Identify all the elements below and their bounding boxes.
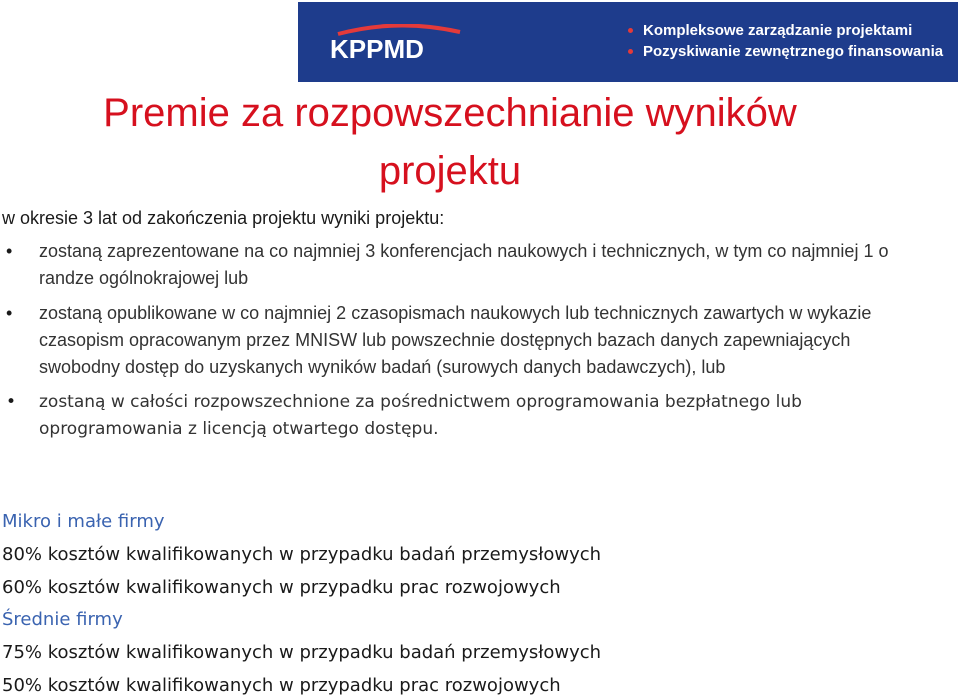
header-banner: [298, 2, 958, 82]
bullet-item: • zostaną w całości rozpowszechnione za pośrednictwem oprogramowania bezpłatnego lub oprogramowania z licencją otwartego dostępu.: [0, 389, 920, 443]
tagline-text: Kompleksowe zarządzanie projektami: [643, 22, 913, 39]
tagline-text: Pozyskiwanie zewnętrznego finansowania: [643, 43, 944, 60]
micro-section: [2, 508, 601, 601]
tagline: [628, 41, 943, 62]
title-line-2: projektu: [378, 149, 522, 193]
tagline: [628, 20, 943, 41]
medium-row: 75% kosztów kwalifikowanych w przypadku badań przemysłowych: [2, 642, 602, 663]
title-line-1: Premie za rozpowszechnianie wyników: [103, 91, 797, 135]
bullet-item: • zostaną opublikowane w co najmniej 2 czasopismach naukowych lub technicznych zawartych w wykazie czasopism opracowanym przez MNISW lub powszechnie dostępnych bazach danych zapewniających swobodny dostęp do uzyskanych wyników badań (surowych danych badawczych), lub: [0, 300, 920, 381]
bullet-item: • zostaną zaprezentowane na co najmniej 3 konferencjach naukowych i technicznych, w tym co najmniej 1 o randze ogólnokrajowej lub: [0, 238, 920, 292]
medium-section: [2, 606, 601, 699]
medium-row: 50% kosztów kwalifikowanych w przypadku prac rozwojowych: [2, 675, 561, 696]
intro-text: w okresie 3 lat od zakończenia projektu wyniki projektu:: [2, 208, 445, 228]
bullet-dot-icon: [628, 28, 633, 33]
kppmd-logo: [328, 24, 468, 64]
bullet-dot-icon: [628, 49, 633, 54]
header-taglines: [628, 20, 943, 62]
medium-heading: Średnie firmy: [2, 609, 123, 630]
micro-row: 60% kosztów kwalifikowanych w przypadku prac rozwojowych: [2, 577, 561, 598]
micro-heading: Mikro i małe firmy: [2, 511, 165, 532]
bullet-list: [0, 238, 920, 451]
slide-title: [0, 84, 900, 200]
micro-row: 80% kosztów kwalifikowanych w przypadku badań przemysłowych: [2, 544, 602, 565]
svg-text:KPPMD: KPPMD: [330, 34, 424, 64]
